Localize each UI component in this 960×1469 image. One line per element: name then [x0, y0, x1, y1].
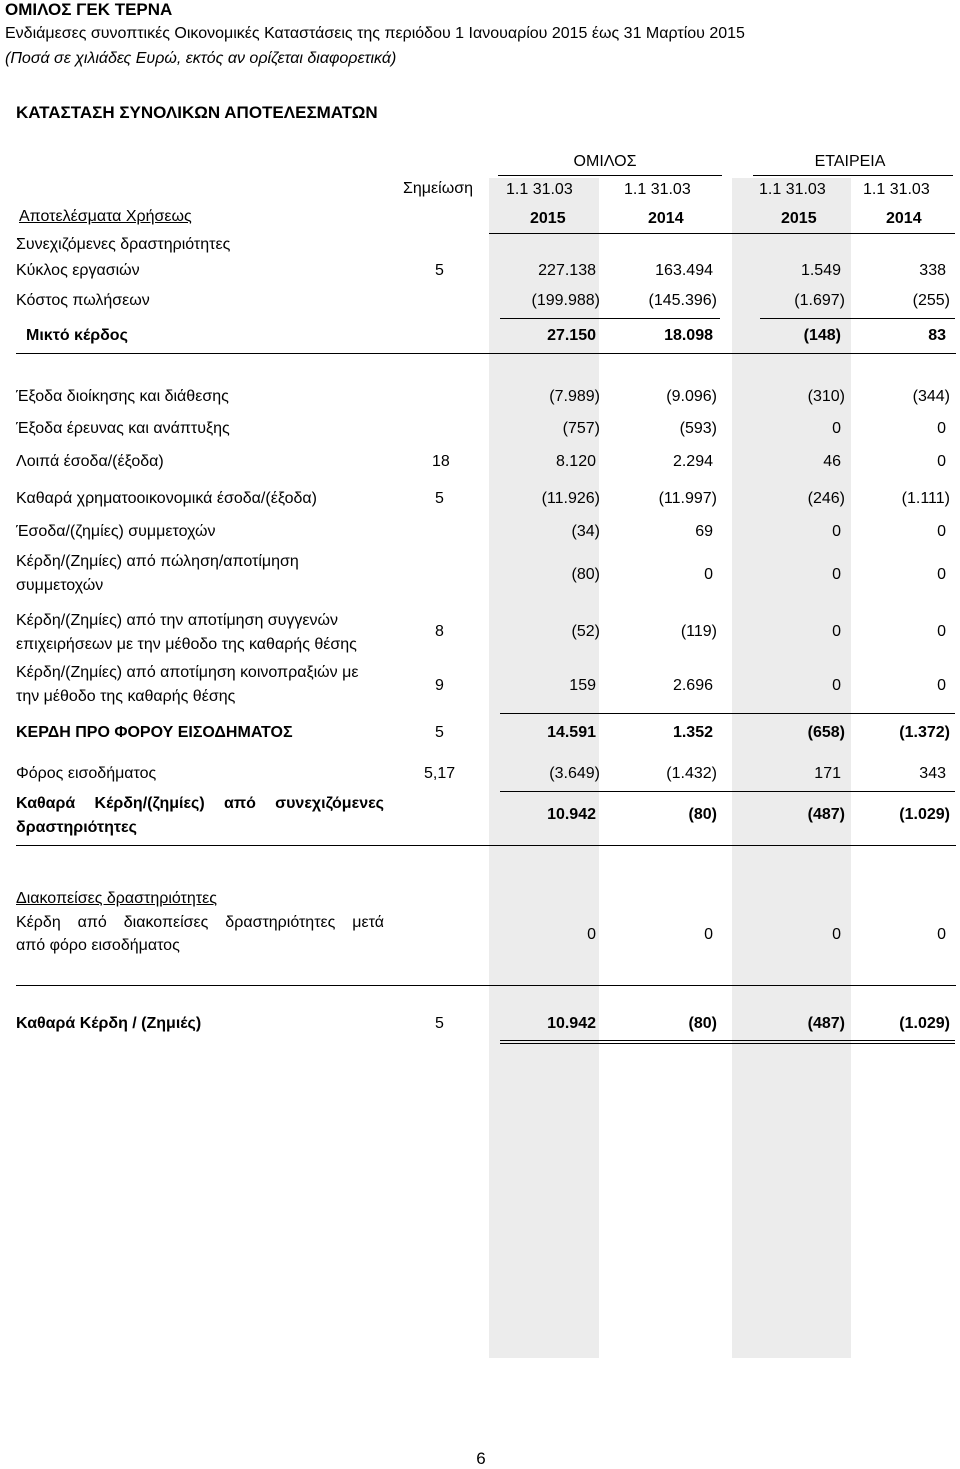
- row-label-net-continuing-line2: δραστηριότητες: [16, 819, 137, 836]
- row-note-joint-ventures: 9: [435, 677, 444, 694]
- row-label-disposal-line2: συμμετοχών: [16, 577, 104, 594]
- value-netcont-company-2015: (487): [807, 806, 845, 823]
- row-label-admin-expenses: Έξοδα διοίκησης και διάθεσης: [16, 388, 229, 405]
- value-turnover-group-2015: 227.138: [538, 262, 596, 279]
- row-label-participations: Έσοδα/(ζημίες) συμμετοχών: [16, 523, 216, 540]
- value-gross-group-2014: 18.098: [664, 327, 713, 344]
- value-net-group-2014: (80): [688, 1015, 717, 1032]
- value-other-company-2015: 46: [823, 453, 841, 470]
- row-label-joint-ventures-line1: Κέρδη/(Ζημίες) από αποτίμηση κοινοπραξιών με: [16, 664, 359, 681]
- row-label-profit-before-tax: ΚΕΡΔΗ ΠΡΟ ΦΟΡΟΥ ΕΙΣΟΔΗΜΑΤΟΣ: [16, 724, 293, 741]
- value-financial-company-2014: (1.111): [901, 490, 950, 507]
- value-jv-company-2015: 0: [832, 677, 841, 694]
- value-disc-company-2014: 0: [937, 926, 946, 943]
- page-number: 6: [476, 1449, 486, 1468]
- year-group-2014: 2014: [648, 210, 684, 227]
- value-other-group-2015: 8.120: [555, 453, 596, 470]
- row-label-net-continuing-line1: Καθαρά Κέρδη/(ζημίες) από συνεχιζόμενες: [16, 795, 384, 812]
- value-gross-company-2014: 83: [928, 327, 946, 344]
- value-financial-group-2014: (11.997): [658, 490, 717, 507]
- row-label-net-profit: Καθαρά Κέρδη / (Ζημιές): [16, 1015, 202, 1032]
- net-profit-underline-1: [500, 1040, 955, 1041]
- value-disc-group-2015: 0: [587, 926, 596, 943]
- row-note-turnover: 5: [435, 262, 444, 279]
- results-label: Αποτελέσματα Χρήσεως: [19, 208, 192, 225]
- value-cost-group-2014: (145.396): [648, 292, 717, 309]
- amounts-note: (Ποσά σε χιλιάδες Ευρώ, εκτός αν ορίζεται διαφορετικά): [5, 50, 397, 67]
- period-header-group-2014: 1.1 31.03: [624, 181, 691, 198]
- net-continuing-underline: [16, 845, 956, 846]
- cost-underline-group: [500, 318, 720, 319]
- value-rnd-group-2015: (757): [562, 420, 600, 437]
- value-participations-group-2015: (34): [571, 523, 600, 540]
- value-disposal-group-2014: 0: [704, 566, 713, 583]
- row-label-other-income: Λοιπά έσοδα/(έξοδα): [16, 453, 164, 470]
- value-rnd-company-2014: 0: [937, 420, 946, 437]
- value-net-company-2014: (1.029): [899, 1015, 950, 1032]
- year-group-2015: 2015: [530, 210, 566, 227]
- value-netcont-group-2014: (80): [688, 806, 717, 823]
- value-gross-group-2015: 27.150: [547, 327, 596, 344]
- value-disposal-company-2015: 0: [832, 566, 841, 583]
- value-participations-group-2014: 69: [695, 523, 713, 540]
- note-header: Σημείωση: [403, 180, 473, 197]
- report-subtitle: Ενδιάμεσες συνοπτικές Οικονομικές Καταστάσεις της περιόδου 1 Ιανουαρίου 2015 έως 31 Μαρτίου 2015: [5, 25, 745, 42]
- value-disposal-group-2015: (80): [571, 566, 600, 583]
- row-note-net-profit: 5: [435, 1015, 444, 1032]
- company-header: ΕΤΑΙΡΕΙΑ: [814, 153, 886, 170]
- value-turnover-group-2014: 163.494: [655, 262, 713, 279]
- value-admin-company-2015: (310): [807, 388, 845, 405]
- company-header-underline: [753, 175, 953, 176]
- year-company-2015: 2015: [781, 210, 817, 227]
- jv-underline: [500, 713, 955, 714]
- value-jv-group-2015: 159: [569, 677, 596, 694]
- value-associates-group-2014: (119): [680, 623, 717, 640]
- row-note-net-financial: 5: [435, 490, 444, 507]
- group-header: ΟΜΙΛΟΣ: [573, 153, 637, 170]
- continuing-label: Συνεχιζόμενες δραστηριότητες: [16, 236, 231, 253]
- value-other-group-2014: 2.294: [672, 453, 713, 470]
- row-note-other-income: 18: [432, 453, 450, 470]
- row-label-income-tax: Φόρος εισοδήματος: [16, 765, 157, 782]
- row-label-rnd-expenses: Έξοδα έρευνας και ανάπτυξης: [16, 420, 230, 437]
- row-note-associates: 8: [435, 623, 444, 640]
- value-netcont-group-2015: 10.942: [547, 806, 596, 823]
- value-associates-company-2014: 0: [937, 623, 946, 640]
- discontinued-underline: [16, 985, 956, 986]
- row-label-discontinued-line1: Κέρδη από διακοπείσες δραστηριότητες μετά: [16, 914, 384, 931]
- value-disc-group-2014: 0: [704, 926, 713, 943]
- period-header-company-2014: 1.1 31.03: [863, 181, 930, 198]
- value-disposal-company-2014: 0: [937, 566, 946, 583]
- company-title: ΟΜΙΛΟΣ ΓΕΚ ΤΕΡΝΑ: [5, 0, 173, 19]
- value-financial-group-2015: (11.926): [541, 490, 600, 507]
- row-label-gross-profit: Μικτό κέρδος: [26, 327, 128, 344]
- value-participations-company-2014: 0: [937, 523, 946, 540]
- value-jv-company-2014: 0: [937, 677, 946, 694]
- value-rnd-company-2015: 0: [832, 420, 841, 437]
- row-label-cost-of-sales: Κόστος πωλήσεων: [16, 292, 150, 309]
- value-tax-company-2015: 171: [814, 765, 841, 782]
- net-profit-underline-2: [500, 1043, 955, 1044]
- value-admin-company-2014: (344): [912, 388, 950, 405]
- group-header-underline: [498, 175, 722, 176]
- years-underline: [489, 233, 955, 234]
- row-label-associates-line2: επιχειρήσεων με την μέθοδο της καθαρής θέσης: [16, 636, 357, 653]
- row-note-profit-before-tax: 5: [435, 724, 444, 741]
- discontinued-header: Διακοπείσες δραστηριότητες: [16, 890, 217, 907]
- value-tax-company-2014: 343: [919, 765, 946, 782]
- row-note-income-tax: 5,17: [424, 765, 456, 782]
- value-pbt-company-2014: (1.372): [899, 724, 950, 741]
- value-turnover-company-2014: 338: [919, 262, 946, 279]
- value-tax-group-2014: (1.432): [666, 765, 717, 782]
- row-label-joint-ventures-line2: την μέθοδο της καθαρής θέσης: [16, 688, 236, 705]
- value-pbt-group-2015: 14.591: [547, 724, 596, 741]
- value-participations-company-2015: 0: [832, 523, 841, 540]
- value-net-company-2015: (487): [807, 1015, 845, 1032]
- period-header-company-2015: 1.1 31.03: [759, 181, 826, 198]
- row-label-turnover: Κύκλος εργασιών: [16, 262, 140, 279]
- statement-title: ΚΑΤΑΣΤΑΣΗ ΣΥΝΟΛΙΚΩΝ ΑΠΟΤΕΛΕΣΜΑΤΩΝ: [16, 103, 378, 122]
- value-cost-company-2014: (255): [912, 292, 950, 309]
- year-company-2014: 2014: [886, 210, 922, 227]
- row-label-disposal-line1: Κέρδη/(Ζημίες) από πώληση/αποτίμηση: [16, 553, 299, 570]
- value-gross-company-2015: (148): [803, 327, 841, 344]
- value-admin-group-2015: (7.989): [549, 388, 600, 405]
- value-jv-group-2014: 2.696: [672, 677, 713, 694]
- value-netcont-company-2014: (1.029): [899, 806, 950, 823]
- row-label-net-financial: Καθαρά χρηματοοικονομικά έσοδα/(έξοδα): [16, 490, 317, 507]
- value-cost-group-2015: (199.988): [531, 292, 600, 309]
- value-financial-company-2015: (246): [807, 490, 845, 507]
- row-label-associates-line1: Κέρδη/(Ζημίες) από την αποτίμηση συγγενών: [16, 612, 339, 629]
- period-header-group-2015: 1.1 31.03: [506, 181, 573, 198]
- tax-underline: [500, 791, 955, 792]
- row-label-discontinued-line2: από φόρο εισοδήματος: [16, 937, 180, 954]
- value-turnover-company-2015: 1.549: [800, 262, 841, 279]
- value-cost-company-2015: (1.697): [794, 292, 845, 309]
- value-pbt-company-2015: (658): [807, 724, 845, 741]
- value-associates-company-2015: 0: [832, 623, 841, 640]
- value-other-company-2014: 0: [937, 453, 946, 470]
- value-tax-group-2015: (3.649): [549, 765, 600, 782]
- value-net-group-2015: 10.942: [547, 1015, 596, 1032]
- value-associates-group-2015: (52): [571, 623, 600, 640]
- cost-underline-company: [760, 318, 955, 319]
- value-pbt-group-2014: 1.352: [672, 724, 713, 741]
- gross-underline: [16, 353, 956, 354]
- value-admin-group-2014: (9.096): [666, 388, 717, 405]
- value-rnd-group-2014: (593): [679, 420, 717, 437]
- value-disc-company-2015: 0: [832, 926, 841, 943]
